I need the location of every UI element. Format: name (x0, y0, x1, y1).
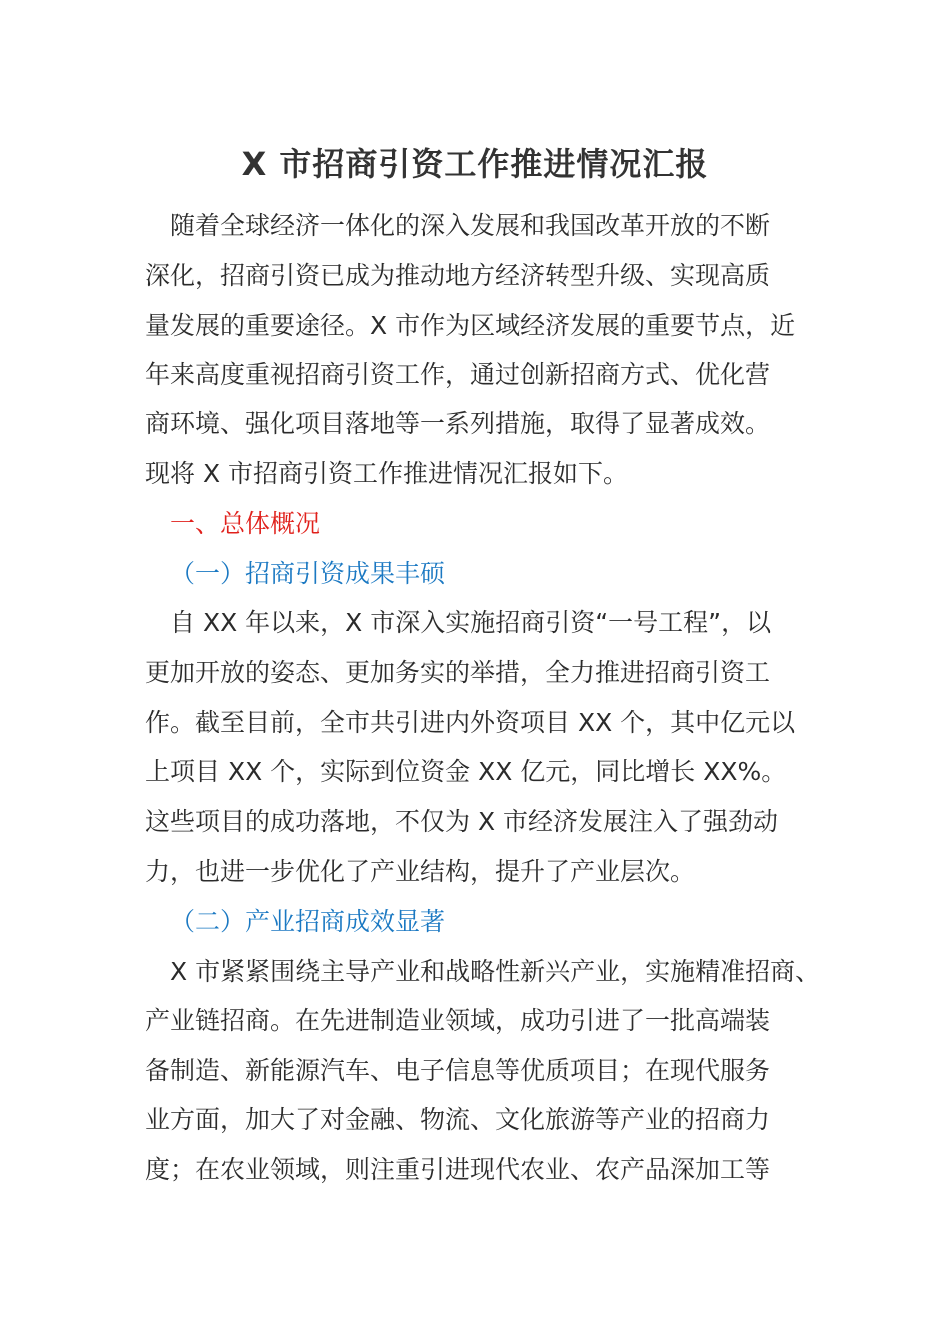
paragraph-line: 这些项目的成功落地，不仅为 X 市经济发展注入了强劲动 (145, 807, 779, 836)
document-title: X 市招商引资工作推进情况汇报 (241, 145, 709, 183)
paragraph-line: 商环境、强化项目落地等一系列措施，取得了显著成效。 (145, 409, 771, 438)
paragraph-line: 自 XX 年以来，X 市深入实施招商引资“一号工程”，以 (170, 608, 772, 637)
paragraph-line: 随着全球经济一体化的深入发展和我国改革开放的不断 (170, 211, 771, 240)
paragraph-line: 上项目 XX 个，实际到位资金 XX 亿元，同比增长 XX%。 (145, 757, 787, 786)
paragraph-line: 现将 X 市招商引资工作推进情况汇报如下。 (145, 459, 629, 488)
subsection-heading: （一）招商引资成果丰硕 (170, 559, 446, 588)
paragraph-line: 产业链招商。在先进制造业领域，成功引进了一批高端装 (145, 1006, 771, 1035)
paragraph-line: 深化，招商引资已成为推动地方经济转型升级、实现高质 (145, 261, 771, 290)
paragraph-line: 量发展的重要途径。X 市作为区域经济发展的重要节点，近 (145, 311, 796, 340)
paragraph-line: 更加开放的姿态、更加务实的举措，全力推进招商引资工 (145, 658, 771, 687)
paragraph-line: X 市紧紧围绕主导产业和战略性新兴产业，实施精准招商、 (170, 957, 821, 986)
paragraph-line: 业方面，加大了对金融、物流、文化旅游等产业的招商力 (145, 1105, 771, 1134)
subsection-heading: （二）产业招商成效显著 (170, 907, 446, 936)
paragraph-line: 度；在农业领域，则注重引进现代农业、农产品深加工等 (145, 1155, 771, 1184)
paragraph-line: 备制造、新能源汽车、电子信息等优质项目；在现代服务 (145, 1056, 771, 1085)
section-heading: 一、总体概况 (170, 509, 321, 538)
paragraph-line: 作。截至目前，全市共引进内外资项目 XX 个，其中亿元以 (145, 708, 796, 737)
paragraph-line: 力，也进一步优化了产业结构，提升了产业层次。 (145, 857, 696, 886)
paragraph-line: 年来高度重视招商引资工作，通过创新招商方式、优化营 (145, 360, 771, 389)
